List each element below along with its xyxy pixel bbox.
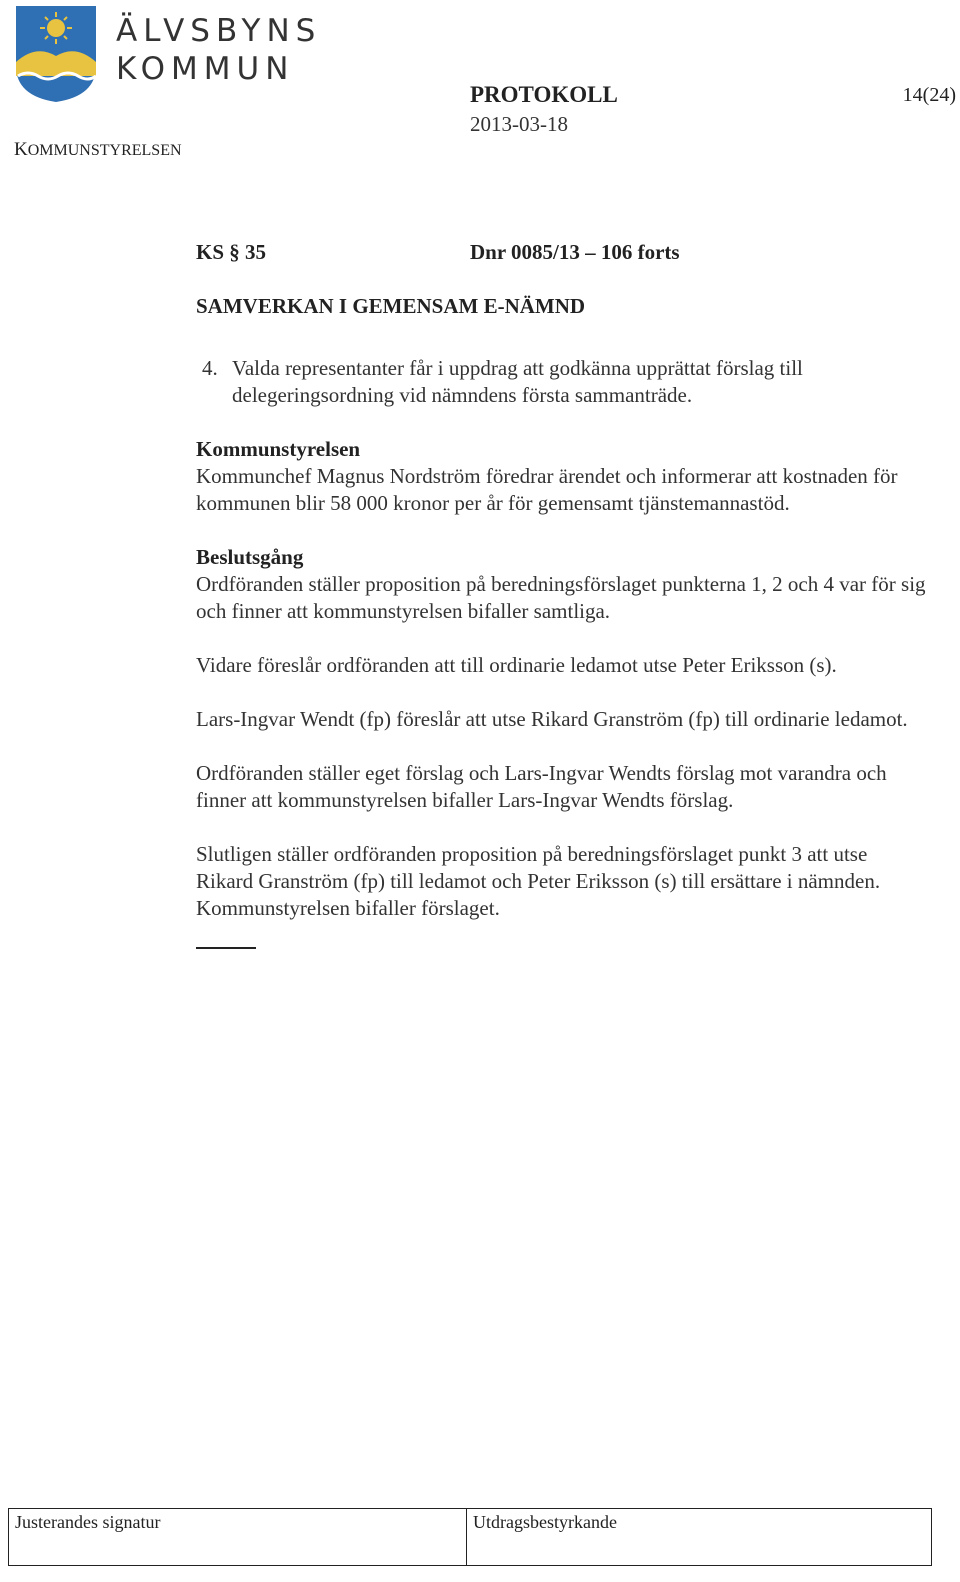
beslutsgang-paragraph-5: Slutligen ställer ordföranden proposition på beredningsförslaget punkt 3 att utse Rikard Granström (fp) till ledamot och Peter Eriksson (s) till ersättare i nämnden. Kommunstyrelsen bifaller förslaget. bbox=[196, 842, 881, 920]
department-rest: OMMUNSTYRELSEN bbox=[27, 142, 182, 159]
beslutsgang-heading: Beslutsgång bbox=[196, 545, 304, 569]
signature-label: Justerandes signatur bbox=[15, 1512, 161, 1532]
document-type: PROTOKOLL bbox=[470, 82, 618, 107]
municipality-name bbox=[116, 12, 321, 88]
case-title: SAMVERKAN I GEMENSAM E-NÄMND bbox=[196, 294, 586, 318]
municipality-coat-of-arms-logo bbox=[14, 4, 98, 104]
beslutsgang-paragraph-2: Vidare föreslår ordföranden att till ordinarie ledamot utse Peter Eriksson (s). bbox=[196, 653, 837, 677]
page-number: 14(24) bbox=[902, 84, 956, 106]
department-initial: K bbox=[14, 139, 28, 160]
item-text: Valda representanter får i uppdrag att godkänna upprättat förslag till delegeringsordning vid nämndens första sammanträde. bbox=[232, 356, 803, 407]
department-label bbox=[14, 139, 182, 161]
kommunstyrelsen-text: Kommunchef Magnus Nordström föredrar ärendet och informerar att kostnaden för kommunen blir 58 000 kronor per år för gemensamt tjänstemannastöd. bbox=[196, 464, 898, 515]
proposal-item-4 bbox=[196, 355, 926, 409]
extract-verification-label: Utdragsbestyrkande bbox=[473, 1512, 617, 1532]
municipality-name-line1: ÄLVSBYNS bbox=[116, 13, 322, 49]
case-registration-number: Dnr 0085/13 – 106 forts bbox=[470, 240, 680, 264]
beslutsgang-paragraph-4: Ordföranden ställer eget förslag och Lars-Ingvar Wendts förslag mot varandra och finner att kommunstyrelsen bifaller Lars-Ingvar Wendts förslag. bbox=[196, 761, 887, 812]
footer-signature-table bbox=[8, 1508, 932, 1566]
item-number: 4. bbox=[202, 356, 218, 380]
protocol-body bbox=[196, 355, 926, 949]
beslutsgang-paragraph-3: Lars-Ingvar Wendt (fp) föreslår att utse Rikard Granström (fp) till ordinarie ledamot. bbox=[196, 707, 908, 731]
extract-verification-cell bbox=[467, 1509, 931, 1565]
document-date: 2013-03-18 bbox=[470, 112, 568, 136]
case-paragraph-number: KS § 35 bbox=[196, 240, 267, 264]
end-of-section-rule bbox=[196, 947, 256, 949]
beslutsgang-paragraph-1: Ordföranden ställer proposition på beredningsförslaget punkterna 1, 2 och 4 var för sig och finner att kommunstyrelsen bifaller samtliga. bbox=[196, 572, 926, 623]
municipality-name-line2: KOMMUN bbox=[116, 51, 295, 87]
kommunstyrelsen-heading: Kommunstyrelsen bbox=[196, 437, 361, 461]
signature-cell bbox=[9, 1509, 467, 1565]
